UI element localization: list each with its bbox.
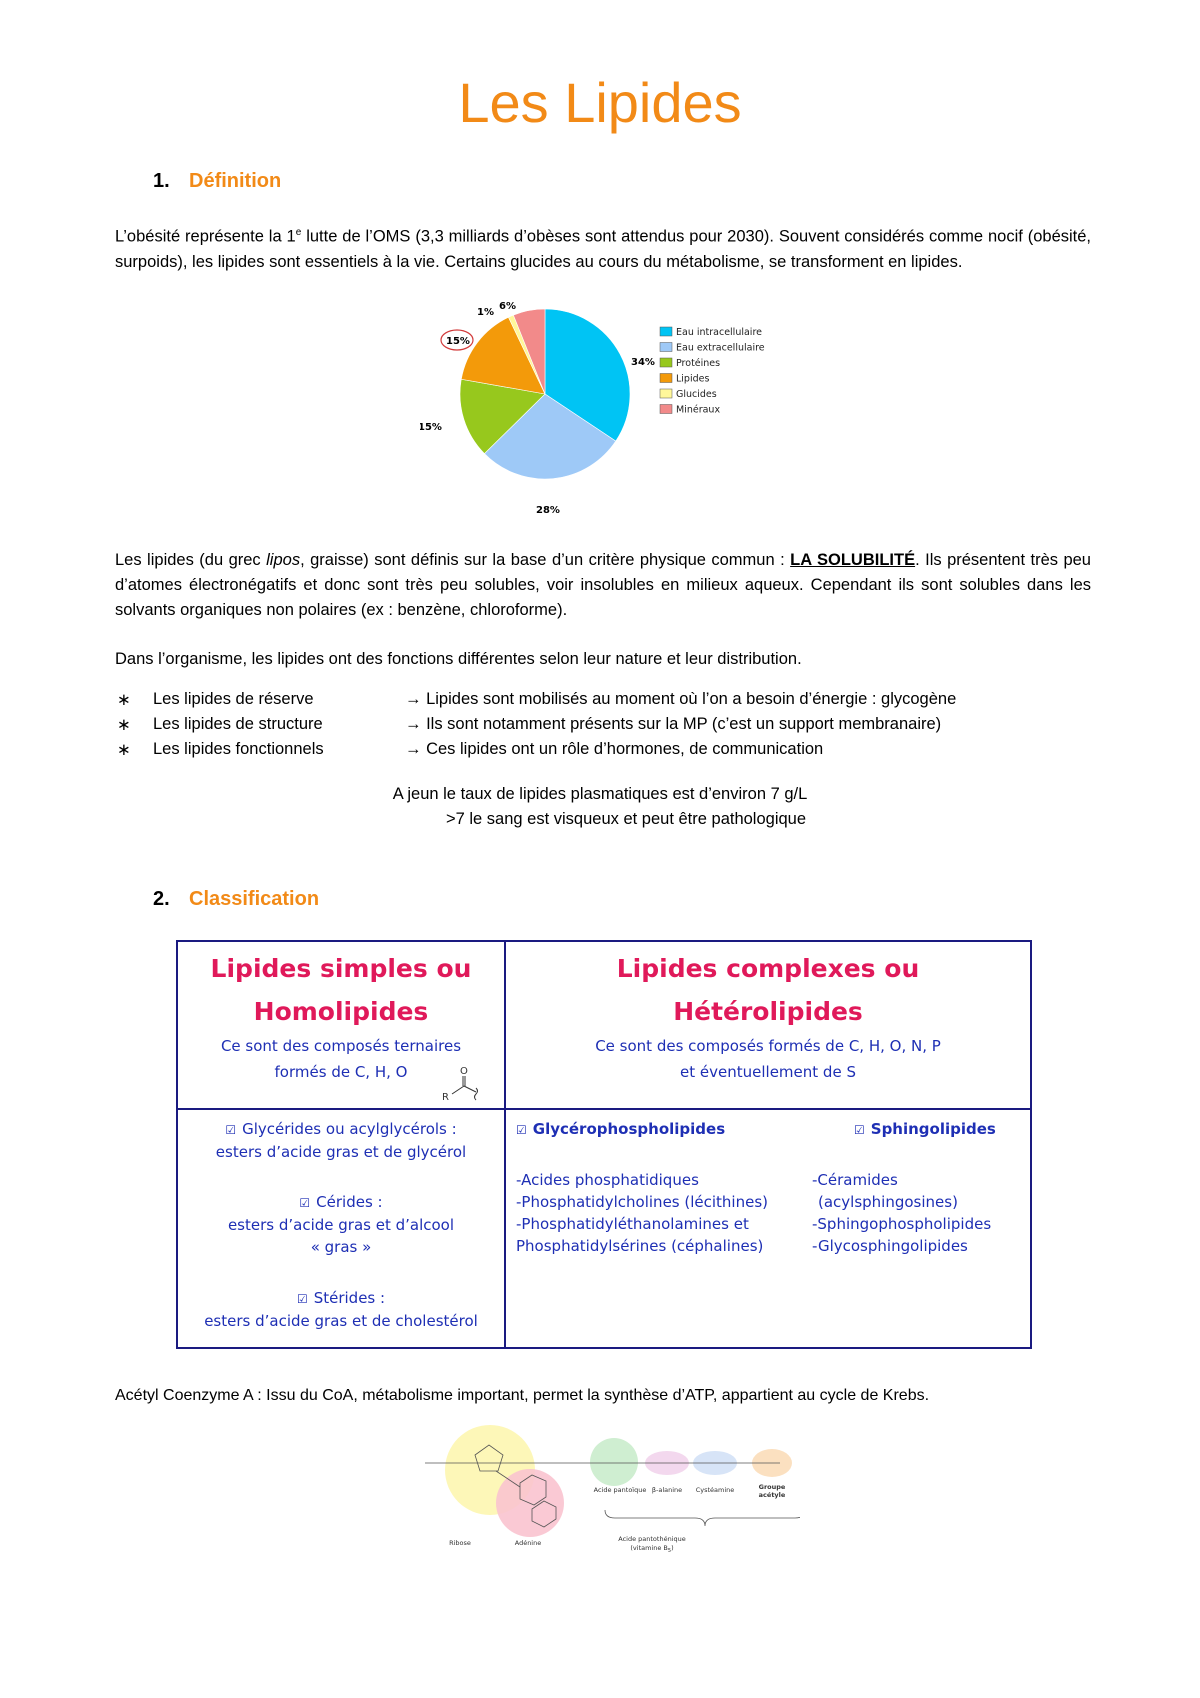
sphingolipides-list xyxy=(812,1169,991,1257)
bullet-label: Les lipides de structure xyxy=(153,715,323,733)
list-item: -Phosphatidylcholines (lécithines) xyxy=(516,1193,768,1211)
legend-label: Eau intracellulaire xyxy=(676,327,762,338)
item-head: Glycérides ou acylglycérols : xyxy=(242,1120,457,1138)
list-item: -Acides phosphatidiques xyxy=(516,1171,699,1189)
label-acetyle: acétyle xyxy=(758,1491,786,1499)
sub-line: formés de C, H, O xyxy=(274,1063,408,1081)
label-vitamine-text: (vitamine B xyxy=(630,1544,668,1552)
intro-sup: e xyxy=(295,227,302,238)
jeun-line-2: >7 le sang est visqueux et peut être pathologique xyxy=(445,810,807,828)
simple-lipids-header xyxy=(178,947,504,1033)
bullet-desc: → Ces lipides ont un rôle d’hormones, de communication xyxy=(405,740,824,758)
section-definition xyxy=(153,170,281,193)
checkbox-icon: ☑ xyxy=(225,1123,237,1137)
legend-swatch xyxy=(660,327,672,336)
section-label: Classification xyxy=(189,888,320,910)
glycerophospholipides-head xyxy=(516,1118,725,1141)
section-number: 1. xyxy=(153,170,170,192)
carbonyl-structure-icon xyxy=(440,1064,490,1104)
list-item: -Phosphatidyléthanolamines et xyxy=(516,1215,749,1233)
header-line: Homolipides xyxy=(253,997,429,1026)
bullet-star: ∗ xyxy=(117,690,131,709)
list-item: -Céramides xyxy=(812,1171,898,1189)
jeun-line-1: A jeun le taux de lipides plasmatiques est d’environ 7 g/L xyxy=(392,785,808,803)
pie-label-eau-extra: 28% xyxy=(536,505,560,516)
legend-swatch xyxy=(660,358,672,367)
header-line: Lipides simples ou xyxy=(210,954,472,983)
checkbox-icon: ☑ xyxy=(296,1292,308,1306)
solubility-paragraph xyxy=(115,548,1091,623)
item-head: Glycérophospholipides xyxy=(532,1120,726,1138)
classification-table xyxy=(176,940,1032,1349)
header-line: Hétérolipides xyxy=(673,997,863,1026)
checkbox-icon: ☑ xyxy=(854,1123,865,1137)
label-vitamine-sub: 5 xyxy=(667,1548,672,1554)
bullet-star: ∗ xyxy=(117,715,131,734)
bullet-label: Les lipides fonctionnels xyxy=(153,740,324,758)
item-desc: esters d’acide gras et de cholestérol xyxy=(204,1312,478,1330)
pantoate-highlight xyxy=(590,1438,638,1486)
glycerophospholipides-list xyxy=(516,1169,768,1257)
list-item: -Sphingophospholipides xyxy=(812,1215,992,1233)
acetyl-coa-structure xyxy=(420,1415,800,1565)
label-acide-pantothenique: Acide pantothénique xyxy=(618,1535,686,1543)
pie-label-mineraux: 6% xyxy=(499,301,516,312)
bullet-desc: → Ils sont notamment présents sur la MP (c’est un support membranaire) xyxy=(405,715,942,733)
bullet-desc: → Lipides sont mobilisés au moment où l’on a besoin d’énergie : glycogène xyxy=(405,690,957,708)
bullet-star: ∗ xyxy=(117,740,131,759)
item-desc: esters d’acide gras et d’alcool xyxy=(227,1216,455,1234)
glycerides-item xyxy=(178,1118,504,1163)
sphingolipides-head xyxy=(854,1118,996,1141)
label-vitamine xyxy=(630,1544,673,1554)
intro-text-a: L’obésité représente la 1 xyxy=(115,227,296,246)
functions-intro: Dans l’organisme, les lipides ont des fonctions différentes selon leur nature et leur distribution. xyxy=(115,650,802,668)
item-desc: esters d’acide gras et de glycérol xyxy=(215,1143,467,1161)
legend-label: Eau extracellulaire xyxy=(676,342,765,354)
complex-lipids-sub xyxy=(506,1033,1030,1085)
label-beta-alanine: β-alanine xyxy=(651,1486,683,1494)
list-item xyxy=(117,687,956,712)
item-head: Sphingolipides xyxy=(870,1120,996,1138)
intro-paragraph xyxy=(115,220,1091,275)
label-acide-pantoique: Acide pantoïque xyxy=(593,1486,647,1494)
cerides-item xyxy=(178,1191,504,1258)
pie-label-eau-intra: 34% xyxy=(631,357,655,368)
complex-lipids-header xyxy=(506,947,1030,1033)
section-classification xyxy=(153,888,319,911)
legend-swatch xyxy=(660,374,672,383)
sterides-item xyxy=(178,1287,504,1332)
sub-line: Ce sont des composés formés de C, H, O, N, P xyxy=(595,1037,941,1055)
struct-o: O xyxy=(460,1066,468,1077)
solubility-keyword: LA SOLUBILITÉ xyxy=(790,551,916,569)
struct-r: R xyxy=(442,1092,449,1103)
solubility-text-a: Les lipides (du grec xyxy=(115,551,267,569)
bullet-label: Les lipides de réserve xyxy=(153,690,314,708)
legend-label: Minéraux xyxy=(676,404,721,416)
list-item xyxy=(117,737,956,762)
section-label: Définition xyxy=(189,170,282,192)
pie-label-lipides: 15% xyxy=(446,336,470,347)
label-cysteamine: Cystéamine xyxy=(695,1486,735,1494)
sub-line: Ce sont des composés ternaires xyxy=(220,1037,462,1055)
page-title: Les Lipides xyxy=(458,71,742,134)
sub-line: et éventuellement de S xyxy=(680,1063,856,1081)
list-item: (acylsphingosines) xyxy=(818,1193,958,1211)
solubility-text-c: . Ils présentent très peu d’atomes électronégatifs et donc sont très peu solubles, voir insolubles en milieux aqueux. Cependant ils sont solubles dans les solvants organiques non polaires (ex : benzène, chloroforme). xyxy=(115,551,1091,619)
legend-swatch xyxy=(660,389,672,398)
checkbox-icon: ☑ xyxy=(299,1196,311,1210)
list-item xyxy=(117,712,956,737)
item-head: Cérides : xyxy=(316,1193,383,1211)
legend-label: Protéines xyxy=(676,358,721,369)
pie-label-proteines: 15% xyxy=(420,422,442,433)
acetyl-coa-line: Acétyl Coenzyme A : Issu du CoA, métabolisme important, permet la synthèse d’ATP, appartient au cycle de Krebs. xyxy=(115,1387,930,1404)
checkbox-icon: ☑ xyxy=(516,1123,527,1137)
legend-swatch xyxy=(660,343,672,352)
lipid-function-list xyxy=(117,687,956,762)
table-divider xyxy=(178,1108,1030,1110)
legend-label: Lipides xyxy=(676,373,710,385)
label-ribose: Ribose xyxy=(449,1539,471,1547)
section-number: 2. xyxy=(153,888,170,910)
lipos-word: lipos xyxy=(266,551,301,569)
intro-text-b: lutte de l’OMS (3,3 milliards d’obèses sont attendus pour 2030). Souvent considérés comme nocif (obésité, surpoids), les lipides sont essentiels à la vie. Certains glucides au cours du métabolisme, se transforment en lipides. xyxy=(115,227,1092,271)
label-adenine: Adénine xyxy=(514,1539,542,1547)
item-head: Stérides : xyxy=(313,1289,386,1307)
legend-swatch xyxy=(660,405,672,414)
list-item: -Glycosphingolipides xyxy=(812,1237,968,1255)
label-vitamine-close: ) xyxy=(671,1544,674,1552)
header-line: Lipides complexes ou xyxy=(616,954,920,983)
label-groupe: Groupe xyxy=(758,1483,786,1491)
pie-label-glucides: 1% xyxy=(477,307,494,318)
legend-label: Glucides xyxy=(676,389,717,400)
list-item: Phosphatidylsérines (céphalines) xyxy=(516,1237,764,1255)
item-desc: « gras » xyxy=(310,1238,372,1256)
body-composition-pie xyxy=(420,296,800,526)
solubility-text-b: , graisse) sont définis sur la base d’un critère physique commun : xyxy=(300,551,791,569)
